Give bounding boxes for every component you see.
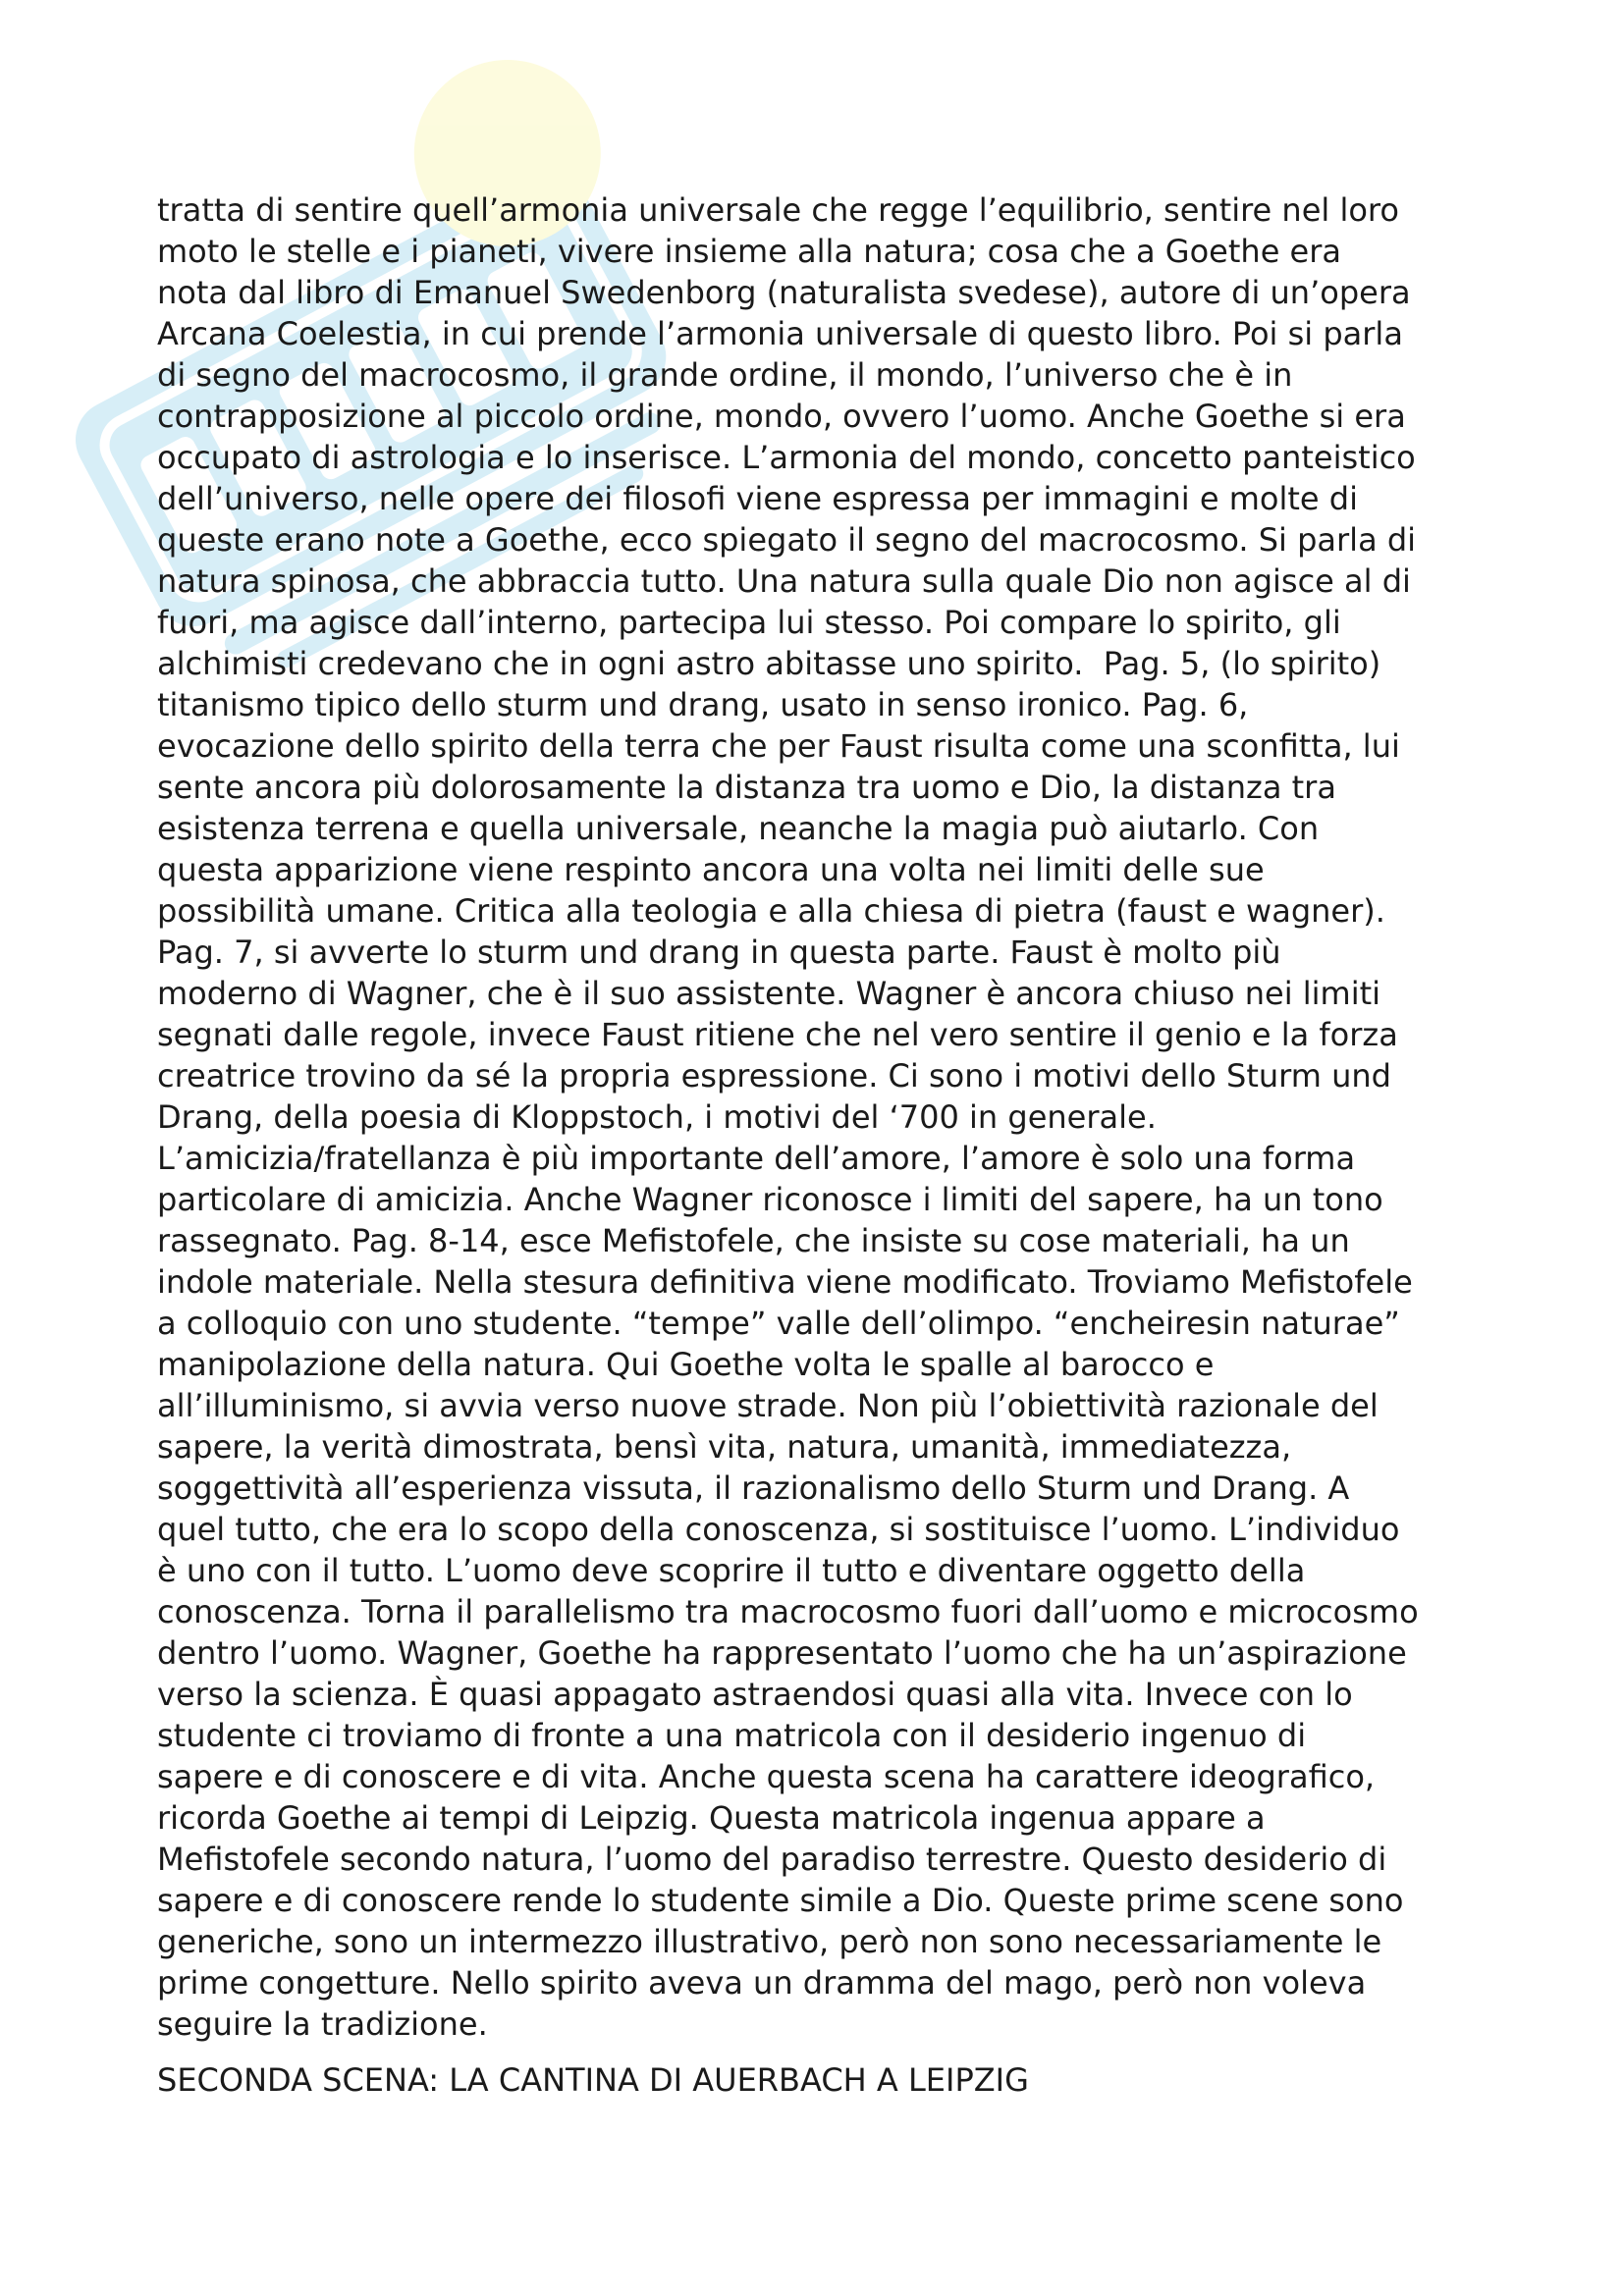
document-body: [157, 189, 1492, 2101]
body-paragraph: tratta di sentire quell’armonia universale che regge l’equilibrio, sentire nel loro moto le stelle e i pianeti, vivere insieme alla natura; cosa che a Goethe era nota dal libro di Emanuel Swedenborg (naturalista svedese), autore di un’opera Arcana Coelestia, in cui prende l’armonia universale di questo libro. Poi si parla di segno del macrocosmo, il grande ordine, il mondo, l’universo che è in contrapposizione al piccolo ordine, mondo, ovvero l’uomo. Anche Goethe si era occupato di astrologia e lo inserisce. L’armonia del mondo, concetto panteistico dell’universo, nelle opere dei filosofi viene espressa per immagini e molte di queste erano note a Goethe, ecco spiegato il segno del macrocosmo. Si parla di natura spinosa, che abbraccia tutto. Una natura sulla quale Dio non agisce al di fuori, ma agisce dall’interno, partecipa lui stesso. Poi compare lo spirito, gli alchimisti credevano che in ogni astro abitasse uno spirito. Pag. 5, (lo spirito) titanismo tipico dello sturm und drang, usato in senso ironico. Pag. 6, evocazione dello spirito della terra che per Faust risulta come una sconfitta, lui sente ancora più dolorosamente la distanza tra uomo e Dio, la distanza tra esistenza terrena e quella universale, neanche la magia può aiutarlo. Con questa apparizione viene respinto ancora una volta nei limiti delle sue possibilità umane. Critica alla teologia e alla chiesa di pietra (faust e wagner). Pag. 7, si avverte lo sturm und drang in questa parte. Faust è molto più moderno di Wagner, che è il suo assistente. Wagner è ancora chiuso nei limiti segnati dalle regole, invece Faust ritiene che nel vero sentire il genio e la forza creatrice trovino da sé la propria espressione. Ci sono i motivi dello Sturm und Drang, della poesia di Kloppstoch, i motivi del ‘700 in generale. L’amicizia/fratellanza è più importante dell’amore, l’amore è solo una forma particolare di amicizia. Anche Wagner riconosce i limiti del sapere, ha un tono rassegnato. Pag. 8-14, esce Mefistofele, che insiste su cose materiali, ha un indole materiale. Nella stesura definitiva viene modificato. Troviamo Mefistofele a colloquio con uno studente. “tempe” valle dell’olimpo. “encheiresin naturae” manipolazione della natura. Qui Goethe volta le spalle al barocco e all’illuminismo, si avvia verso nuove strade. Non più l’obiettività razionale del sapere, la verità dimostrata, bensì vita, natura, umanità, immediatezza, soggettività all’esperienza vissuta, il razionalismo dello Sturm und Drang. A quel tutto, che era lo scopo della conoscenza, si sostituisce l’uomo. L’individuo è uno con il tutto. L’uomo deve scoprire il tutto e diventare oggetto della conoscenza. Torna il parallelismo tra macrocosmo fuori dall’uomo e microcosmo dentro l’uomo. Wagner, Goethe ha rappresentato l’uomo che ha un’aspirazione verso la scienza. È quasi appagato astraendosi quasi alla vita. Invece con lo studente ci troviamo di fronte a una matricola con il desiderio ingenuo di sapere e di conoscere e di vita. Anche questa scena ha carattere ideografico, ricorda Goethe ai tempi di Leipzig. Questa matricola ingenua appare a Mefistofele secondo natura, l’uomo del paradiso terrestre. Questo desiderio di sapere e di conoscere rende lo studente simile a Dio. Queste prime scene sono generiche, sono un intermezzo illustrativo, però non sono necessariamente le prime congetture. Nello spirito aveva un dramma del mago, però non voleva seguire la tradizione.: [157, 191, 1419, 2043]
section-heading: SECONDA SCENA: LA CANTINA DI AUERBACH A LEIPZIG: [157, 2061, 1029, 2099]
